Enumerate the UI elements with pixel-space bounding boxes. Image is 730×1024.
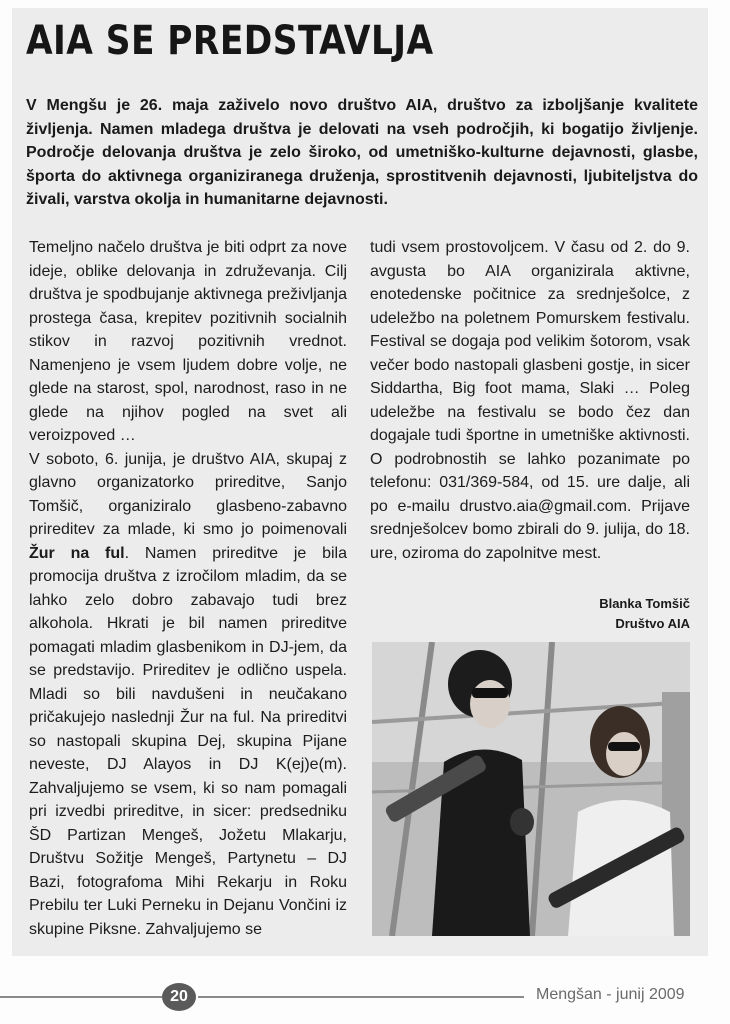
- left-column: [29, 236, 347, 941]
- right-paragraph-1: tudi vsem prostovoljcem. V času od 2. do 9. avgusta bo AIA organizirala aktivne, enotedenske počitnice za srednješolce, z udeležbo na poletnem Pomurskem festivalu. Festival se dogaja pod velikim šotorom, vsak večer bodo nastopali glasbeni gostje, in sicer Siddartha, Big foot mama, Slaki … Poleg udeležbe na festivalu se bodo čez dan dogajale tudi športne in umetniške aktivnosti. O podrobnostih se lahko pozanimate po telefonu: 031/369-584, od 15. ure dalje, ali po e-mailu drustvo.aia@gmail.com. Prijave srednješolcev bomo zbirali do 9. julija, do 18. ure, oziroma do zapolnitve mest.: [370, 239, 690, 562]
- paragraph-2-text-end: . Namen prireditve je bila promocija društva z izročilom mladim, da se lahko zelo dobro zabavajo tudi brez alkohola. Hkrati je bil namen prireditve pomagati mladim glasbenikom in DJ-jem, da se predstavijo. Prireditev je odlično uspela. Mladi so bili navdušeni in neučakano pričakujejo naslednji Žur na ful. Na prireditvi so nastopali skupina Dej, skupina Pijane neveste, DJ Alayos in DJ K(ej)e(m). Zahvaljujemo se vsem, ki so nam pomagali pri izvedbi prireditve, in sicer: predsedniku ŠD Partizan Mengeš, Jožetu Mlakarju, Društvu Sožitje Mengeš, Partynetu – DJ Bazi, fotografoma Mihi Rekarju in Roku Prebilu ter Luki Perneku in Dejanu Vončini iz skupine Piksne. Zahvaljujemo se: [29, 544, 348, 938]
- right-column: [370, 236, 690, 565]
- footer-rule-left: [0, 996, 162, 998]
- page-number-badge: 20: [162, 983, 196, 1011]
- band-photo-illustration: [372, 642, 690, 936]
- author-organization: Društvo AIA: [615, 616, 690, 631]
- left-paragraph-2: [29, 448, 347, 942]
- article-lead: V Mengšu je 26. maja zaživelo novo društvo AIA, društvo za izboljšanje kvalitete življenja. Namen mladega društva je delovati na vseh področjih, ki bogatijo življenje. Področje delovanja društva je zelo široko, od umetniško-kulturne dejavnosti, glasbe, športa do aktivnega organiziranega druženja, sprostitvenih dejavnosti, ljubiteljstva do živali, varstva okolja in humanitarne dejavnosti.: [26, 97, 698, 208]
- band-photo: [372, 642, 690, 936]
- left-paragraph-1: Temeljno načelo društva je biti odprt za nove ideje, oblike delovanja in združevanja. Cilj društva je spodbujanje aktivnega preživljanja prostega časa, krepitev pozitivnih socialnih stikov in razvoj pozitivnih vrednot. Namenjeno je vsem ljudem dobre volje, ne glede na starost, spol, narodnost, raso in ne glede na njihov pogled na svet ali veroizpoved …: [29, 239, 347, 444]
- author-name: Blanka Tomšič: [599, 596, 690, 611]
- magazine-issue: Mengšan - junij 2009: [536, 986, 685, 1003]
- event-name: Žur na ful: [29, 544, 125, 562]
- article-title: AIA SE PREDSTAVLJA: [26, 18, 434, 64]
- footer-rule-right: [198, 996, 524, 998]
- paragraph-2-text-start: V soboto, 6. junija, je društvo AIA, skupaj z glavno organizatorko prireditve, Sanjo Tomšič, organiziralo glasbeno-zabavno prireditev za mlade, ki smo jo poimenovali: [29, 450, 347, 538]
